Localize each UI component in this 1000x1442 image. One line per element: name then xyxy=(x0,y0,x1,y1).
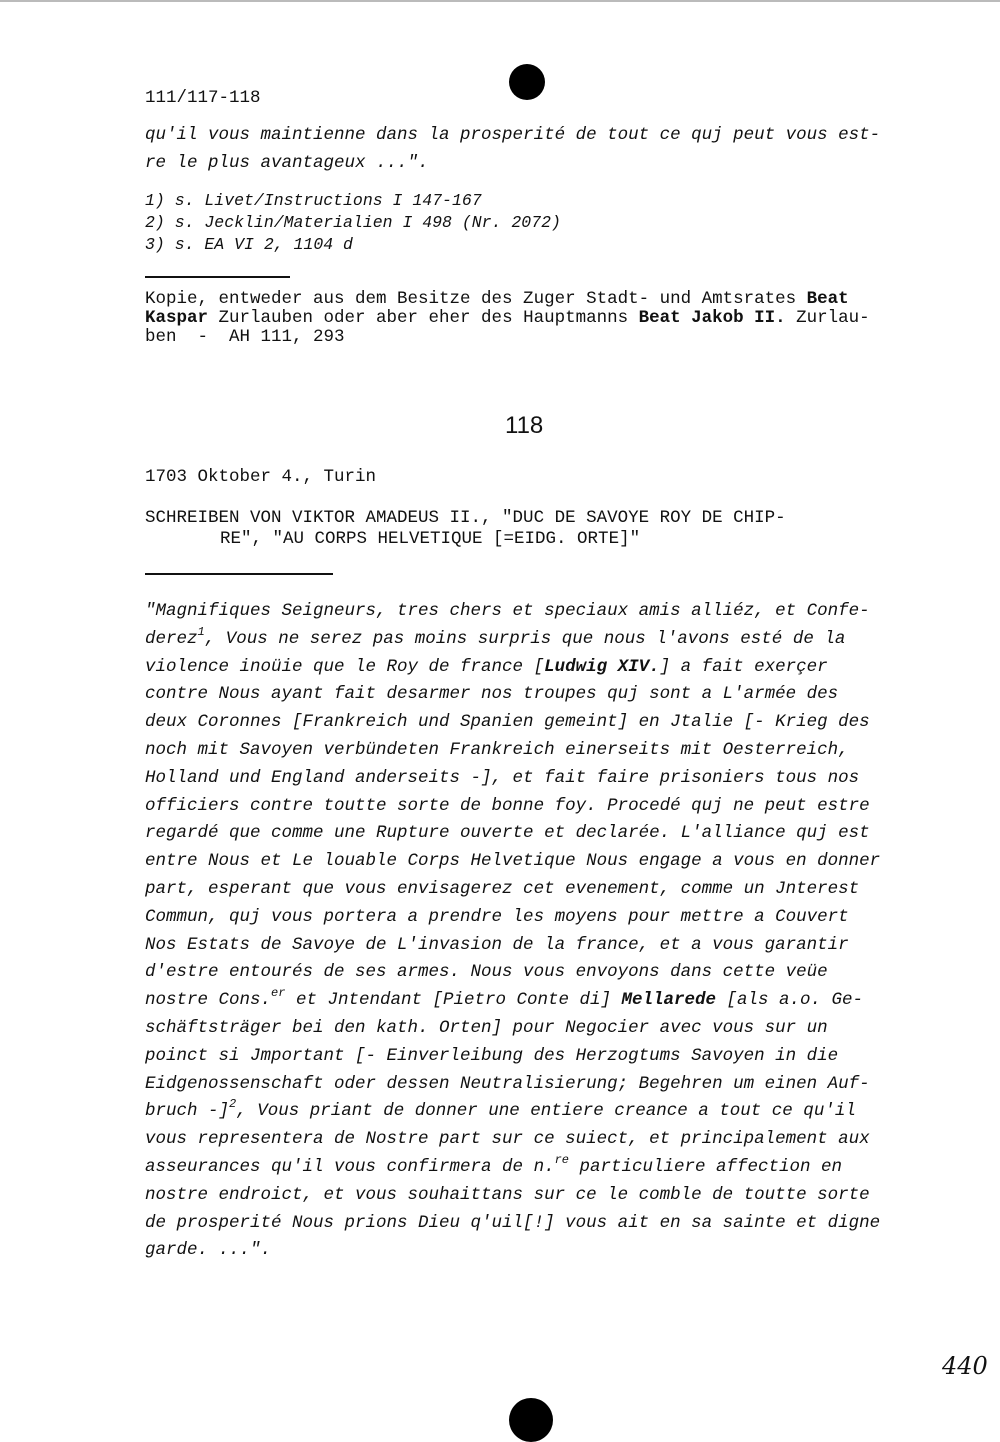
punch-hole-top xyxy=(509,64,545,100)
superscript: re xyxy=(554,1152,569,1167)
footnote: 3) s. EA VI 2, 1104 d xyxy=(145,235,353,254)
body-line: d'estre entourés de ses armes. Nous vous envoyons dans cette veüe xyxy=(145,962,828,983)
person-name: Ludwig XIV. xyxy=(544,656,660,677)
footnote-divider xyxy=(145,276,290,278)
body-line: regardé que comme une Rupture ouverte et declarée. L'alliance quj est xyxy=(145,823,870,844)
handwritten-page-number: 440 xyxy=(942,1352,988,1380)
page-top-edge xyxy=(0,0,1000,2)
document-heading xyxy=(145,508,915,550)
body-line: deux Coronnes [Frankreich und Spanien gemeint] en Jtalie [- Krieg des xyxy=(145,712,870,733)
body-line: derez$^1$, Vous ne serez pas moins surpris que nous l'avons esté de la xyxy=(145,624,846,649)
document-number: 118 xyxy=(505,412,544,439)
carry-over-line: qu'il vous maintienne dans la prosperité de tout ce quj peut vous est- xyxy=(145,125,881,145)
body-line: violence inoüie que le Roy de france [Ludwig XIV.] a fait exerçer xyxy=(145,656,828,677)
superscript: er xyxy=(271,986,286,1001)
body-line: Nos Estats de Savoye de L'invasion de la france, et a vous garantir xyxy=(145,934,849,955)
body-line: Holland und England anderseits -], et fait faire prisoniers tous nos xyxy=(145,767,860,788)
heading-line: RE", "AU CORPS HELVETIQUE [=EIDG. ORTE]" xyxy=(220,529,641,549)
source-text: Zurlauben oder aber eher des Hauptmanns xyxy=(208,308,639,328)
body-line: schäftsträger bei den kath. Orten] pour Negocier avec vous sur un xyxy=(145,1017,828,1038)
body-line: entre Nous et Le louable Corps Helvetique Nous engage a vous en donner xyxy=(145,851,881,872)
body-line: noch mit Savoyen verbündeten Frankreich einerseits mit Oesterreich, xyxy=(145,739,849,760)
source-text: ben - AH 111, 293 xyxy=(145,327,345,347)
date-place: 1703 Oktober 4., Turin xyxy=(145,467,377,487)
source-note xyxy=(145,290,915,347)
carry-over-line: re le plus avantageux ...". xyxy=(145,153,429,173)
person-name: Beat Jakob II. xyxy=(638,308,786,328)
document-reference: 111/117-118 xyxy=(145,88,261,108)
body-line: poinct si Jmportant [- Einverleibung des Herzogtums Savoyen in die xyxy=(145,1045,839,1066)
source-text: Zurlau- xyxy=(785,308,870,328)
body-line: bruch -]$^2$, Vous priant de donner une entiere creance a tout ce qu'il xyxy=(145,1097,856,1122)
body-line: de prosperité Nous prions Dieu q'uil[!] vous ait en sa sainte et digne xyxy=(145,1212,881,1233)
body-line: asseurances qu'il vous confirmera de n.$^{re}$ particuliere affection en xyxy=(145,1152,843,1177)
heading-line: SCHREIBEN VON VIKTOR AMADEUS II., "DUC DE SAVOYE ROY DE CHIP- xyxy=(145,508,786,528)
carry-over-text xyxy=(145,121,915,177)
source-text: Kopie, entweder aus dem Besitze des Zuger Stadt- und Amtsrates xyxy=(145,289,807,309)
body-line: part, esperant que vous envisagerez cet evenement, comme un Jnterest xyxy=(145,878,860,899)
person-name: Kaspar xyxy=(145,308,209,328)
body-line: nostre endroict, et vous souhaittans sur ce le comble de toutte sorte xyxy=(145,1184,870,1205)
body-line: "Magnifiques Seigneurs, tres chers et speciaux amis alliéz, et Confe- xyxy=(145,601,870,621)
person-name: Mellarede xyxy=(621,990,717,1011)
body-line: officiers contre toutte sorte de bonne foy. Procedé quj ne peut estre xyxy=(145,795,870,816)
body-line: Eidgenossenschaft oder dessen Neutralisierung; Begehren um einen Auf- xyxy=(145,1073,870,1094)
punch-hole-bottom xyxy=(509,1398,553,1442)
footnote: 2) s. Jecklin/Materialien I 498 (Nr. 2072) xyxy=(145,213,561,232)
body-line: contre Nous ayant fait desarmer nos troupes quj sont a L'armée des xyxy=(145,684,839,705)
heading-divider xyxy=(145,573,333,575)
person-name: Beat xyxy=(806,289,849,309)
footnote-marker: 1 xyxy=(197,624,205,639)
body-line: nostre Cons.$^{er}$ et Jntendant [Pietro Conte di] Mellarede [als a.o. Ge- xyxy=(145,986,864,1011)
body-line: garde. ...". xyxy=(145,1240,272,1261)
body-line: Commun, quj vous portera a prendre les moyens pour mettre a Couvert xyxy=(145,906,849,927)
letter-body xyxy=(145,598,915,1265)
footnotes xyxy=(145,190,915,256)
footnote-marker: 2 xyxy=(229,1097,237,1112)
footnote: 1) s. Livet/Instructions I 147-167 xyxy=(145,191,482,210)
body-line: vous representera de Nostre part sur ce suiect, et principalement aux xyxy=(145,1129,870,1150)
